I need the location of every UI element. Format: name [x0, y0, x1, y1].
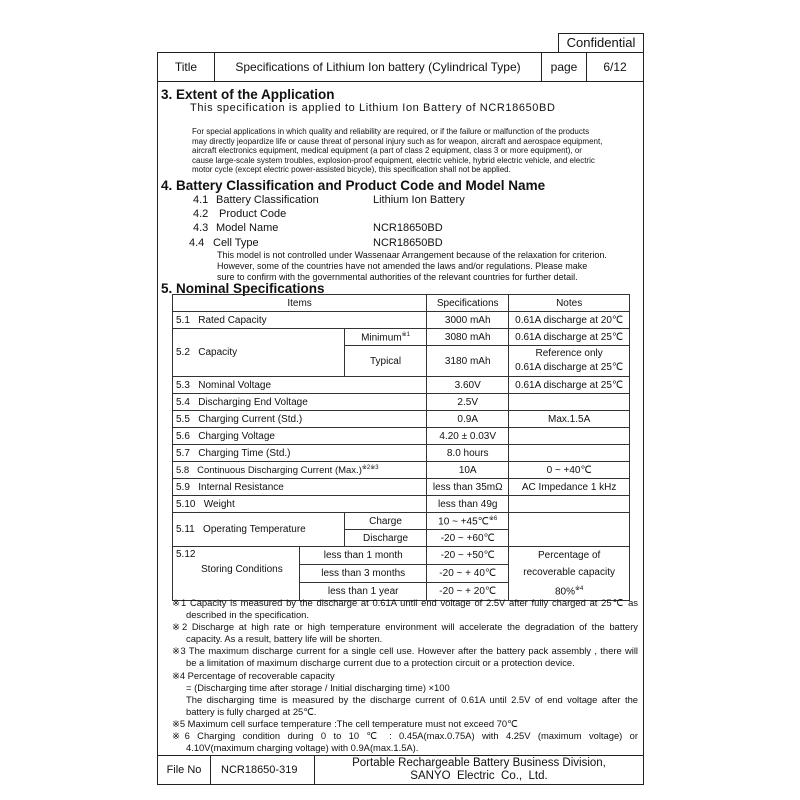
item: 5.1 Rated Capacity	[173, 312, 427, 329]
note	[509, 547, 630, 601]
footnote: battery is fully charged at 25℃.	[186, 705, 317, 717]
s4-row-num: 4.4	[189, 237, 205, 249]
sub-label: less than 1 month	[300, 547, 427, 565]
s4-row-label: Product Code	[219, 208, 287, 220]
note: 0.61A discharge at 20℃	[509, 312, 630, 329]
table-row	[173, 329, 630, 346]
section-4-heading: 4. Battery Classification and Product Code and Model Name	[161, 178, 546, 193]
footnote-mark: ※6	[488, 515, 498, 522]
para-line: aircraft electronics equipment, medical equipment (a part of class 2 equipment, class 3 or more equipment), or	[192, 146, 582, 156]
s4-row-value: Lithium Ion Battery	[373, 194, 465, 206]
footnote: capacity. As a result, battery life will be shorten.	[186, 633, 383, 645]
min-label: Minimum	[361, 332, 402, 344]
footnote: ※1 Capacity is measured by the discharge at 0.61A until end voltage of 2.5V after fully charged at 25℃ as	[172, 597, 638, 608]
sub-label: less than 3 months	[300, 565, 427, 583]
col-specifications: Specifications	[427, 295, 509, 312]
table-row	[173, 462, 630, 479]
spec: less than 35mΩ	[427, 479, 509, 496]
s4-row-num: 4.3	[193, 222, 209, 234]
s4-row-value: NCR18650BD	[373, 222, 443, 234]
s4-note	[217, 250, 607, 283]
table-row	[173, 513, 630, 530]
footnote: ※2 Discharge at high rate or high temperature environment will accelerate the degradation of the battery	[172, 621, 638, 633]
table-row	[173, 479, 630, 496]
note	[509, 513, 630, 547]
item-label: Storing Conditions	[201, 564, 283, 575]
note-line: This model is not controlled under Wassenaar Arrangement because of the relaxation for criterion.	[217, 250, 607, 260]
s4-row-num: 4.2	[193, 208, 209, 220]
sub-label	[344, 329, 426, 346]
s4-row-label: Cell Type	[213, 237, 259, 249]
note: AC Impedance 1 kHz	[509, 479, 630, 496]
footnote: ※5 Maximum cell surface temperature :The cell temperature must not exceed 70℃	[172, 717, 518, 729]
table-row	[173, 394, 630, 411]
spec: 3000 mAh	[427, 312, 509, 329]
item	[173, 547, 300, 601]
company-name: SANYO Electric Co., Ltd.	[410, 770, 548, 782]
division-name: Portable Rechargeable Battery Business Division,	[352, 757, 606, 769]
note-value: 80%	[554, 586, 575, 598]
col-items: Items	[173, 295, 427, 312]
spec: 3.60V	[427, 377, 509, 394]
item: 5.6 Charging Voltage	[173, 428, 427, 445]
note	[509, 445, 630, 462]
spec: -20 ~ + 40℃	[427, 565, 509, 583]
para-line: may directly jeopardize life or cause threat of personal injury such as for weapon, aircraft and aerospace equipment,	[192, 136, 603, 146]
note: 0 ~ +40℃	[509, 462, 630, 479]
item-num: 5.12	[176, 549, 196, 560]
s4-row-value: NCR18650BD	[373, 237, 443, 249]
item: 5.7 Charging Time (Std.)	[173, 445, 427, 462]
para-line: cause large-scale system troubles, explosion-proof equipment, electric vehicle, hybrid electric vehicle, and electric	[192, 155, 595, 165]
confidential-stamp: Confidential	[558, 33, 644, 53]
footnote: be a limitation of maximum discharge current due to a protection circuit or a protection device.	[186, 657, 575, 669]
spec: 2.5V	[427, 394, 509, 411]
section-5-heading: 5. Nominal Specifications	[161, 281, 325, 296]
document-header	[157, 52, 644, 82]
note-line: 0.61A discharge at 25℃	[515, 362, 624, 373]
specifications-table	[172, 294, 630, 601]
note: 0.61A discharge at 25℃	[509, 377, 630, 394]
item: 5.5 Charging Current (Std.)	[173, 411, 427, 428]
para-line: For special applications in which quality and reliability are required, or if the failure or malfunction of the products	[192, 127, 590, 136]
document-title: Specifications of Lithium Ion battery (Cylindrical Type)	[215, 53, 542, 81]
section-3-paragraph	[192, 127, 652, 175]
sub-label: Typical	[344, 346, 426, 377]
note-line: recoverable capacity	[523, 567, 615, 578]
table-row	[173, 312, 630, 329]
para-line: motor cycle (except electric power-assisted bicycle), this specification shall not be applied.	[192, 165, 511, 175]
section-3-line: This specification is applied to Lithium Ion Battery of NCR18650BD	[190, 102, 556, 114]
spec: less than 49g	[427, 496, 509, 513]
spec: -20 ~ + 20℃	[427, 583, 509, 601]
sub-label: less than 1 year	[300, 583, 427, 601]
page-label: page	[542, 53, 587, 81]
footnote: described in the specification.	[186, 609, 309, 621]
note	[509, 496, 630, 513]
spec: 8.0 hours	[427, 445, 509, 462]
note-line: Percentage of	[538, 550, 601, 561]
spec	[427, 513, 509, 530]
item: 5.9 Internal Resistance	[173, 479, 427, 496]
spec: 4.20 ± 0.03V	[427, 428, 509, 445]
spec: 3080 mAh	[427, 329, 509, 346]
sub-label: Discharge	[344, 530, 426, 547]
footnote: ※3 The maximum discharge current for a single cell use. However after the battery pack assembly , there will	[172, 645, 638, 657]
table-row	[173, 496, 630, 513]
section-3-heading: 3. Extent of the Application	[161, 87, 335, 102]
note: Max.1.5A	[509, 411, 630, 428]
note-line: However, some of the countries have not amended the laws and/or regulations. Please make	[217, 261, 588, 271]
spec: 0.9A	[427, 411, 509, 428]
note: 0.61A discharge at 25℃	[509, 329, 630, 346]
title-label: Title	[158, 53, 215, 81]
footnote-mark: ※2※3	[361, 464, 379, 471]
s4-row-num: 4.1	[193, 194, 209, 206]
note-line: Reference only	[535, 348, 603, 359]
file-label: File No	[158, 756, 211, 784]
table-row	[173, 547, 630, 565]
table-header-row	[173, 295, 630, 312]
note-line: sure to confirm with the governmental authorities of the relevant countries for further detail.	[217, 272, 578, 282]
note	[509, 428, 630, 445]
company-block	[315, 756, 643, 784]
s4-row-label: Battery Classification	[216, 194, 319, 206]
s4-row-label: Model Name	[216, 222, 279, 234]
footnote-mark: ※1	[401, 331, 410, 338]
footnote: = (Discharging time after storage / Initial discharging time) ×100	[186, 681, 450, 693]
footnote: ※6 Charging condition during 0 to 10 ℃ : 0.45A(max.0.75A) with 4.25V (maximum voltage) or	[172, 730, 638, 742]
item: 5.3 Nominal Voltage	[173, 377, 427, 394]
table-row	[173, 377, 630, 394]
item-label: 5.8 Continuous Discharging Current (Max.)	[176, 465, 362, 477]
item	[173, 462, 427, 479]
col-notes: Notes	[509, 295, 630, 312]
item: 5.10 Weight	[173, 496, 427, 513]
spec: -20 ~ +60℃	[427, 530, 509, 547]
note	[509, 394, 630, 411]
spec-value: 10 ~ +45℃	[438, 516, 489, 528]
footnote: ※4 Percentage of recoverable capacity	[172, 669, 335, 681]
file-number: NCR18650-319	[211, 756, 315, 784]
table-row	[173, 411, 630, 428]
sub-label: Charge	[344, 513, 426, 530]
footnote: 4.10V(maximum charging voltage) with 0.9A(max.1.5A).	[186, 742, 419, 754]
table-row	[173, 445, 630, 462]
document-footer	[157, 755, 644, 785]
table-row	[173, 428, 630, 445]
footnote-mark: ※4	[574, 586, 584, 592]
note	[509, 346, 630, 377]
item: 5.2 Capacity	[173, 329, 345, 377]
footnotes	[172, 597, 638, 754]
spec: 10A	[427, 462, 509, 479]
spec: 3180 mAh	[427, 346, 509, 377]
spec: -20 ~ +50℃	[427, 547, 509, 565]
item: 5.11 Operating Temperature	[173, 513, 345, 547]
item: 5.4 Discharging End Voltage	[173, 394, 427, 411]
page-number: 6/12	[603, 60, 627, 74]
footnote: The discharging time is measured by the discharge current of 0.61A until 2.5V of end voltage after the	[186, 693, 638, 705]
